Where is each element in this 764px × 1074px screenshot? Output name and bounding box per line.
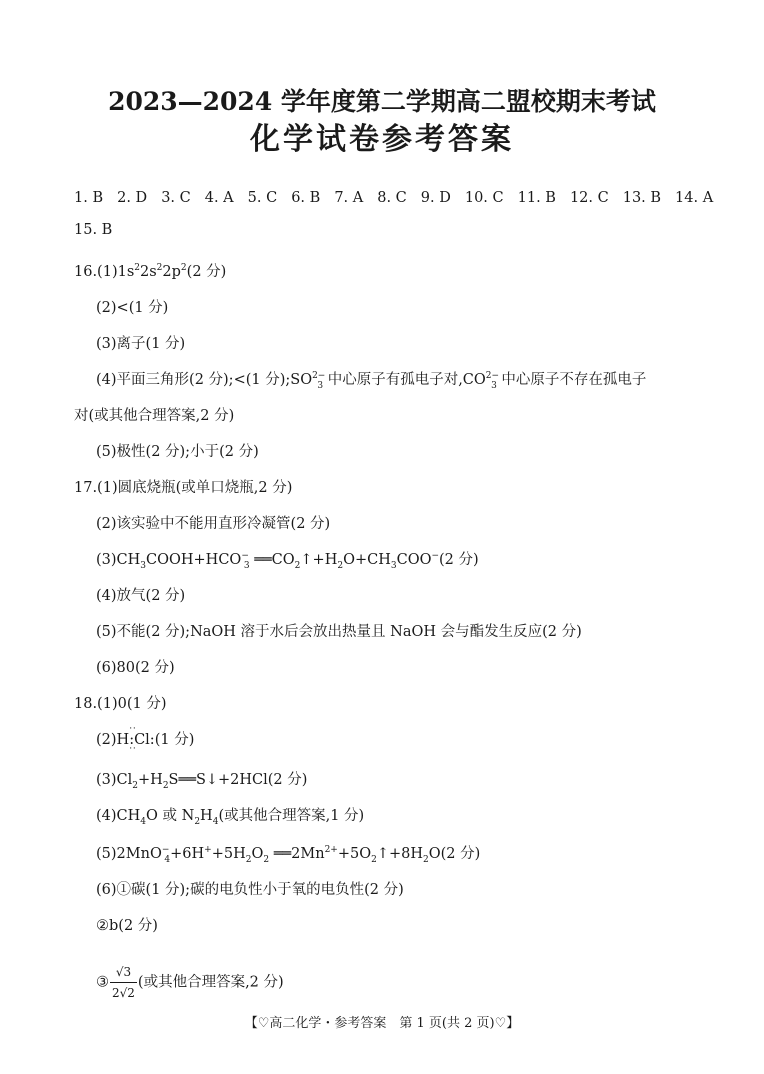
- answer-3: 3. C: [161, 190, 191, 206]
- q17-part3: $(3)CH_3COOH+HCO^-_3$ $══CO_2↑+H_2O+CH_3COO^-(2$ 分): [96, 551, 479, 571]
- q18-part6-2: ②b(2 分): [96, 918, 158, 934]
- multiple-choice-answers: [74, 190, 714, 238]
- q16-part5: (5)极性(2 分);小于(2 分): [96, 444, 259, 460]
- q16-part4-cont: 对(或其他合理答案,2 分): [74, 408, 235, 424]
- answer-13: 13. B: [622, 190, 662, 206]
- q18-part6-1: (6)①碳(1 分);碳的电负性小于氧的电负性(2 分): [96, 882, 404, 898]
- answer-14: 14. A: [675, 190, 714, 206]
- q18-part2: (2)H· · :Cl: · ·(1 分): [96, 730, 194, 750]
- answer-key-title: 化学试卷参考答案: [250, 122, 514, 157]
- q17-part6: (6)80(2 分): [96, 660, 175, 676]
- q18-part4: $(4)CH_4O$ 或 $N_2H_4$(或其他合理答案,1 分): [96, 808, 365, 827]
- q17-part2: (2)该实验中不能用直形冷凝管(2 分): [96, 516, 331, 532]
- answer-2: 2. D: [117, 190, 148, 206]
- answer-11: 11. B: [517, 190, 556, 206]
- q16-part3: (3)离子(1 分): [96, 336, 186, 352]
- q18-part1: 18.(1)0(1 分): [74, 696, 167, 712]
- q17-part5: (5)不能(2 分);NaOH 溶于水后会放出热量且 NaOH 会与酯发生反应(2 分): [96, 624, 582, 640]
- q18-part3: $(3)Cl_2+H_2S══S↓+2HCl(2$ 分): [96, 772, 308, 791]
- q16-part1: $16.(1)1s^22s^22p^2(2$ 分): [74, 263, 227, 280]
- q18-part5: $(5)2MnO^-_4+6H^++5H_2O_2$ $══2Mn^{2+}+5O_2↑+8H_2O(2$ 分): [96, 845, 481, 865]
- exam-title: 2023—2024 学年度第二学期高二盟校期末考试: [108, 87, 656, 116]
- q17-part4: (4)放气(2 分): [96, 588, 186, 604]
- q16-part2: (2)<(1 分): [96, 300, 169, 316]
- answer-5: 5. C: [247, 190, 278, 206]
- answer-4: 4. A: [204, 190, 234, 206]
- q17-part1: 17.(1)圆底烧瓶(或单口烧瓶,2 分): [74, 480, 293, 496]
- answer-12: 12. C: [569, 190, 609, 206]
- answer-8: 8. C: [377, 190, 407, 206]
- answer-6: 6. B: [291, 190, 321, 206]
- fraction-sqrt3-over-2sqrt2: $\frac{√3}{2√2}$: [110, 962, 137, 1003]
- answer-15: 15. B: [74, 222, 113, 238]
- electron-dot-chlorine: · · :Cl: · ·: [129, 730, 155, 750]
- answer-10: 10. C: [464, 190, 504, 206]
- answer-9: 9. D: [420, 190, 451, 206]
- answer-1: 1. B: [74, 190, 104, 206]
- q16-part4: (4)平面三角形(2 分);<(1 分)$;SO^{2-}_3$ 中心原子有孤电子对$,CO^{2-}_3$ 中心原子不存在孤电子: [96, 371, 647, 391]
- answer-7: 7. A: [334, 190, 364, 206]
- page-footer: 【♡高二化学・参考答案 第 1 页(共 2 页)♡】: [244, 1016, 520, 1031]
- q18-part6-3: ③ $\frac{√3}{2√2}$ (或其他合理答案,2 分): [96, 962, 284, 1003]
